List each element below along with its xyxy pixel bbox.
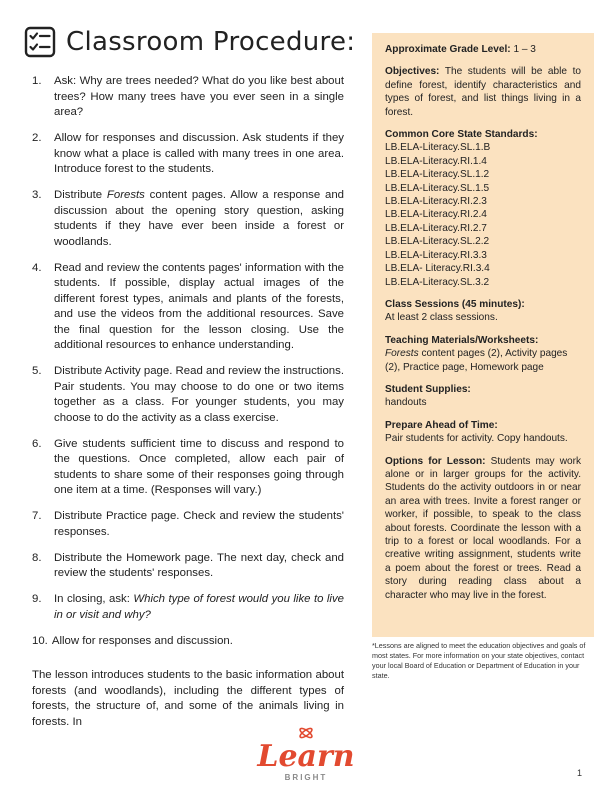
procedure-step [32,261,344,354]
procedure-step [32,592,344,623]
standard-item: LB.ELA-Literacy.RI.2.7 [385,222,487,234]
class-sessions: Class Sessions (45 minutes): At least 2 class sessions. [385,298,525,324]
step-number: 3. [32,189,42,201]
standard-item: LB.ELA- Literacy.RI.3.4 [385,263,490,275]
lesson-intro-paragraph: The lesson introduces students to the basic information about forests (and woodlands), including the different types of forests, the structure of, and some of the animals living in forests. In [32,669,344,728]
procedure-step [32,364,344,426]
step-text: Allow for responses and discussion. Ask students if they know what a place is called with many trees in one area. Introduce forest to the students. [54,132,344,175]
step-text: In closing, ask: Which type of forest would you like to live in or visit and why? [54,593,344,621]
logo-wordmark: Learn [257,739,355,774]
page-number: 1 [576,768,582,778]
standard-item: LB.ELA-Literacy.SL.1.2 [385,169,490,181]
step-number: 9. [32,593,42,605]
standards-footnote: *Lessons are aligned to meet the education objectives and goals of most states. For more information on your state objectives, contact your local Board of Education or Department of Education in your state. [372,641,586,680]
lesson-info-sidebar [372,33,594,637]
standards-list: Common Core State Standards: LB.ELA-Literacy.SL.1.B LB.ELA-Literacy.RI.1.4 LB.ELA-Literacy.SL.1.2 LB.ELA-Literacy.SL.1.5 LB.ELA-Literacy.RI.2.3 LB.ELA-Literacy.RI.2.4 LB.ELA-Literacy.RI.2.7 LB.ELA-Literacy.SL.2.2 LB.ELA-Literacy.RI.3.3 LB.ELA- Literacy.RI.3.4 LB.ELA-Literacy.SL.3.2 [385,128,581,289]
student-supplies: Student Supplies: handouts [385,383,471,409]
step-number: 1. [32,75,42,87]
standard-item: LB.ELA-Literacy.RI.2.3 [385,196,487,208]
grade-level: Approximate Grade Level: 1 – 3 [385,44,536,55]
page-title: Classroom Procedure: [66,27,356,57]
standard-item: LB.ELA-Literacy.RI.3.3 [385,249,487,261]
standard-item: LB.ELA-Literacy.RI.1.4 [385,155,487,167]
atom-icon [299,727,313,739]
step-text: Read and review the contents pages' information with the students. If possible, display actual images of the different forest types, animals and plants of the forests, and use the videos from the additional resources. Save the final question for the lesson closing. Use the additional resources to enhance understanding. [54,261,344,351]
procedure-step [32,188,344,250]
logo-subtitle: BRIGHT [284,773,328,782]
lesson-options: Options for Lesson: Students may work alone or in larger groups for the activity. Students do the activity outdoors in or near an area with trees. Invite a forest ranger or worker, if possible, to speak to the class about forests. Coordinate the lesson with a trip to a forest or local woodlands. For a creative writing assignment, students write a poem about the forest or trees. Read a story during reading class about a character who may live in the forest. [385,455,582,601]
standard-item: LB.ELA-Literacy.SL.3.2 [385,276,490,288]
page-header [24,22,355,62]
procedure-step [32,437,344,499]
procedure-step [32,634,344,650]
step-number: 6. [32,437,42,450]
step-text: Distribute Activity page. Read and review the instructions. Pair students. You may choose to do one or two items together as a class. For younger students, you may choose to do the activity as a class exercise. [54,365,344,424]
step-text: Distribute the Homework page. The next day, check and review the students' responses. [54,551,344,579]
objectives: Objectives: The students will be able to define forest, identify characteristics and types of forest, and list things living in a forest. [385,66,581,118]
step-text: Give students sufficient time to discuss and respond to the questions. Once completed, allow each pair of students to share some of their responses going through one item at a time. (Responses will vary.) [54,437,344,496]
step-text: Distribute Practice page. Check and review the students' responses. [54,510,344,538]
step-text: Ask: Why are trees needed? What do you like best about trees? How many trees have you ever seen in a single area? [54,75,344,118]
procedure-step [32,509,344,540]
step-number: 10. [32,634,48,647]
step-text: Distribute Forests content pages. Allow a response and discussion about the opening story question, asking students if they have ever been inside a forest or woodlands. [54,189,344,248]
learn-bright-logo [254,726,358,784]
step-number: 2. [32,132,42,144]
teaching-materials: Teaching Materials/Worksheets: Forests content pages (2), Activity pages (2), Practice page, Homework page [385,334,568,373]
prepare-ahead: Prepare Ahead of Time: Pair students for activity. Copy handouts. [385,419,568,445]
step-number: 7. [32,510,42,522]
procedure-step [32,551,344,582]
standard-item: LB.ELA-Literacy.SL.1.B [385,142,491,154]
standard-item: LB.ELA-Literacy.SL.2.2 [385,236,490,248]
step-text: Allow for responses and discussion. [51,634,233,647]
step-number: 5. [32,365,42,377]
standard-item: LB.ELA-Literacy.SL.1.5 [385,182,490,194]
step-number: 8. [32,551,42,564]
standard-item: LB.ELA-Literacy.RI.2.4 [385,209,487,221]
procedure-step [32,131,344,178]
procedure-steps [32,74,344,660]
checklist-icon [24,26,56,58]
procedure-step [32,74,344,121]
step-number: 4. [32,261,42,274]
